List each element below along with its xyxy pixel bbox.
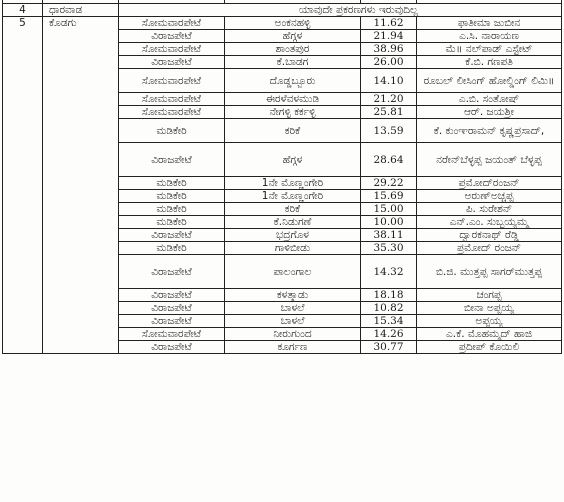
- village-cell: ಅಂಕನಹಳ್ಳಿ: [225, 17, 361, 30]
- land-records-table: [2, 0, 562, 354]
- area-cell: 30.77: [361, 341, 417, 354]
- village-cell: ಕರಿಕೆ: [225, 203, 361, 216]
- taluk-cell: ಸೋಮವಾರಪೇಟೆ: [119, 69, 225, 93]
- area-cell: 18.18: [361, 289, 417, 302]
- village-cell: ಬಾಳಲೆ: [225, 302, 361, 315]
- taluk-cell: ಸೋಮವಾರಪೇಟೆ: [119, 328, 225, 341]
- village-cell: ಕೂರ್ಗಣ: [225, 341, 361, 354]
- area-cell: 25.81: [361, 106, 417, 119]
- taluk-cell: ವಿರಾಜಪೇಟೆ: [119, 289, 225, 302]
- taluk-cell: ಮಡಿಕೇರಿ: [119, 119, 225, 143]
- taluk-cell: ವಿರಾಜಪೇಟೆ: [119, 143, 225, 177]
- taluk-cell: ಸೋಮವಾರಪೇಟೆ: [119, 93, 225, 106]
- area-cell: 14.26: [361, 328, 417, 341]
- owner-cell: ಅರುಣ್‌ಅಚ್ಚಪ್ಪ: [417, 190, 562, 203]
- owner-cell: ಎ.ಕೆ. ಮೊಹಮ್ಮದ್ ಹಾಜಿ: [417, 328, 562, 341]
- owner-cell: ಫಾತೀಮಾ ಜುಬೀನ: [417, 17, 562, 30]
- owner-cell: ನರೇನ್‌ಬೆಳ್ಳಪ್ಪ ಜಯಂತ್ ಬೆಳ್ಳಪ್ಪ: [417, 143, 562, 177]
- village-cell: 1ನೇ ಮೊಣ್ಣಂಗೇರಿ: [225, 177, 361, 190]
- owner-cell: ಆರ್. ಜಯಶ್ರೀ: [417, 106, 562, 119]
- sl-no-cell: 4: [3, 4, 43, 17]
- taluk-cell: ವಿರಾಜಪೇಟೆ: [119, 255, 225, 289]
- taluk-cell: ವಿರಾಜಪೇಟೆ: [119, 229, 225, 242]
- owner-cell: ಮೆ॥ ನಲ್‌ಪಾಡ್ ಎಸ್ಟೇಟ್: [417, 43, 562, 56]
- area-cell: 15.69: [361, 190, 417, 203]
- owner-cell: ರೂಬಲ್ ಲೀಸಿಂಗ್ ಹೋಲ್ಡಿಂಗ್ ಲಿಮಿ॥: [417, 69, 562, 93]
- owner-cell: ದ್ವಾರಕನಾಥ್ ರೆಡ್ಡಿ: [417, 229, 562, 242]
- village-cell: ಹೆಗ್ಗಳ: [225, 30, 361, 43]
- village-cell: ದೊಡ್ಡಬ್ಬೂರು: [225, 69, 361, 93]
- owner-cell: ಬಿ.ಜಿ. ಮುತ್ತಪ್ಪ ಸಾಗರ್‌ಮುತ್ತಪ್ಪ: [417, 255, 562, 289]
- taluk-cell: ವಿರಾಜಪೇಟೆ: [119, 341, 225, 354]
- taluk-cell: ಸೋಮವಾರಪೇಟೆ: [119, 43, 225, 56]
- village-cell: ಪಾಲಂಗಾಲ: [225, 255, 361, 289]
- area-cell: 28.64: [361, 143, 417, 177]
- owner-cell: ಚಂಗಪ್ಪ: [417, 289, 562, 302]
- area-cell: 14.10: [361, 69, 417, 93]
- area-cell: 15.34: [361, 315, 417, 328]
- area-cell: 29.22: [361, 177, 417, 190]
- taluk-cell: ಮಡಿಕೇರಿ: [119, 190, 225, 203]
- taluk-cell: ವಿರಾಜಪೇಟೆ: [119, 30, 225, 43]
- village-cell: ನೀರುಗುಂದ: [225, 328, 361, 341]
- area-cell: 13.59: [361, 119, 417, 143]
- taluk-cell: ಸೋಮವಾರಪೇಟೆ: [119, 17, 225, 30]
- table-row: [3, 17, 562, 30]
- owner-cell: ಪ್ರಮೋದ್ ರಂಜನ್: [417, 242, 562, 255]
- table-body: [3, 0, 562, 354]
- area-cell: 10.00: [361, 216, 417, 229]
- area-cell: 10.82: [361, 302, 417, 315]
- taluk-cell: ವಿರಾಜಪೇಟೆ: [119, 315, 225, 328]
- owner-cell: ಎನ್.ಎಂ. ಸುಬ್ಬಯ್ಯಮ್ಮ: [417, 216, 562, 229]
- taluk-cell: ಮಡಿಕೇರಿ: [119, 242, 225, 255]
- district-cell: ಕೊಡಗು: [43, 17, 119, 354]
- owner-cell: ಕೆ. ಕುಂಞರಾಮನ್ ಕೃಷ್ಣಪ್ರಸಾದ್,: [417, 119, 562, 143]
- area-cell: 21.94: [361, 30, 417, 43]
- village-cell: ಕೆ.ನಿಡುಗಣೆ: [225, 216, 361, 229]
- owner-cell: ಬೀನಾ ಅಪ್ಪಯ್ಯ: [417, 302, 562, 315]
- area-cell: 15.00: [361, 203, 417, 216]
- village-cell: ಈರಳೆವಳಮುಡಿ: [225, 93, 361, 106]
- taluk-cell: ವಿರಾಜಪೇಟೆ: [119, 302, 225, 315]
- village-cell: ಬಾಳಲೆ: [225, 315, 361, 328]
- area-cell: 11.62: [361, 17, 417, 30]
- area-cell: 35.30: [361, 242, 417, 255]
- no-cases-notice: ಯಾವುದೇ ಪ್ರಕರಣಗಳು ಇರುವುದಿಲ್ಲ: [119, 4, 562, 17]
- sl-no-cell: 5: [3, 17, 43, 354]
- area-cell: 38.96: [361, 43, 417, 56]
- owner-cell: ಪ್ರಮೋದ್‌ರಂಜನ್: [417, 177, 562, 190]
- village-cell: 1ನೇ ಮೊಣ್ಣಂಗೇರಿ: [225, 190, 361, 203]
- owner-cell: ಎ.ಸಿ. ನಾರಾಯಣ: [417, 30, 562, 43]
- taluk-cell: ಮಡಿಕೇರಿ: [119, 216, 225, 229]
- owner-cell: ಪ್ರದೀಪ್ ಕೊಯಿಲಿ: [417, 341, 562, 354]
- village-cell: ಭದ್ರಗೊಳ: [225, 229, 361, 242]
- village-cell: ಕೆ.ಬಾಡಗ: [225, 56, 361, 69]
- owner-cell: ಪಿ. ಸುರೇಶನ್: [417, 203, 562, 216]
- table-row-district-4: [3, 4, 562, 17]
- district-cell: ಧಾರವಾಡ: [43, 4, 119, 17]
- village-cell: ಶಾಂತಪುರ: [225, 43, 361, 56]
- owner-cell: ಅಪ್ಪಯ್ಯ: [417, 315, 562, 328]
- owner-cell: ಕೆ.ಬಿ. ಗಣಪತಿ: [417, 56, 562, 69]
- village-cell: ಕಳತ್ಮಾಡು: [225, 289, 361, 302]
- village-cell: ನೇಗಳ್ಳಿ ಕರ್ಕಳ್ಳಿ: [225, 106, 361, 119]
- village-cell: ಕರಿಕೆ: [225, 119, 361, 143]
- area-cell: 14.32: [361, 255, 417, 289]
- area-cell: 21.20: [361, 93, 417, 106]
- area-cell: 26.00: [361, 56, 417, 69]
- taluk-cell: ಮಡಿಕೇರಿ: [119, 203, 225, 216]
- taluk-cell: ಸೋಮವಾರಪೇಟೆ: [119, 106, 225, 119]
- taluk-cell: ಮಡಿಕೇರಿ: [119, 177, 225, 190]
- owner-cell: ಎ.ಬಿ. ಸಂತೋಷ್: [417, 93, 562, 106]
- taluk-cell: ವಿರಾಜಪೇಟೆ: [119, 56, 225, 69]
- village-cell: ಗಾಳಿಬೀಡು: [225, 242, 361, 255]
- area-cell: 38.11: [361, 229, 417, 242]
- village-cell: ಹೆಗ್ಗಳ: [225, 143, 361, 177]
